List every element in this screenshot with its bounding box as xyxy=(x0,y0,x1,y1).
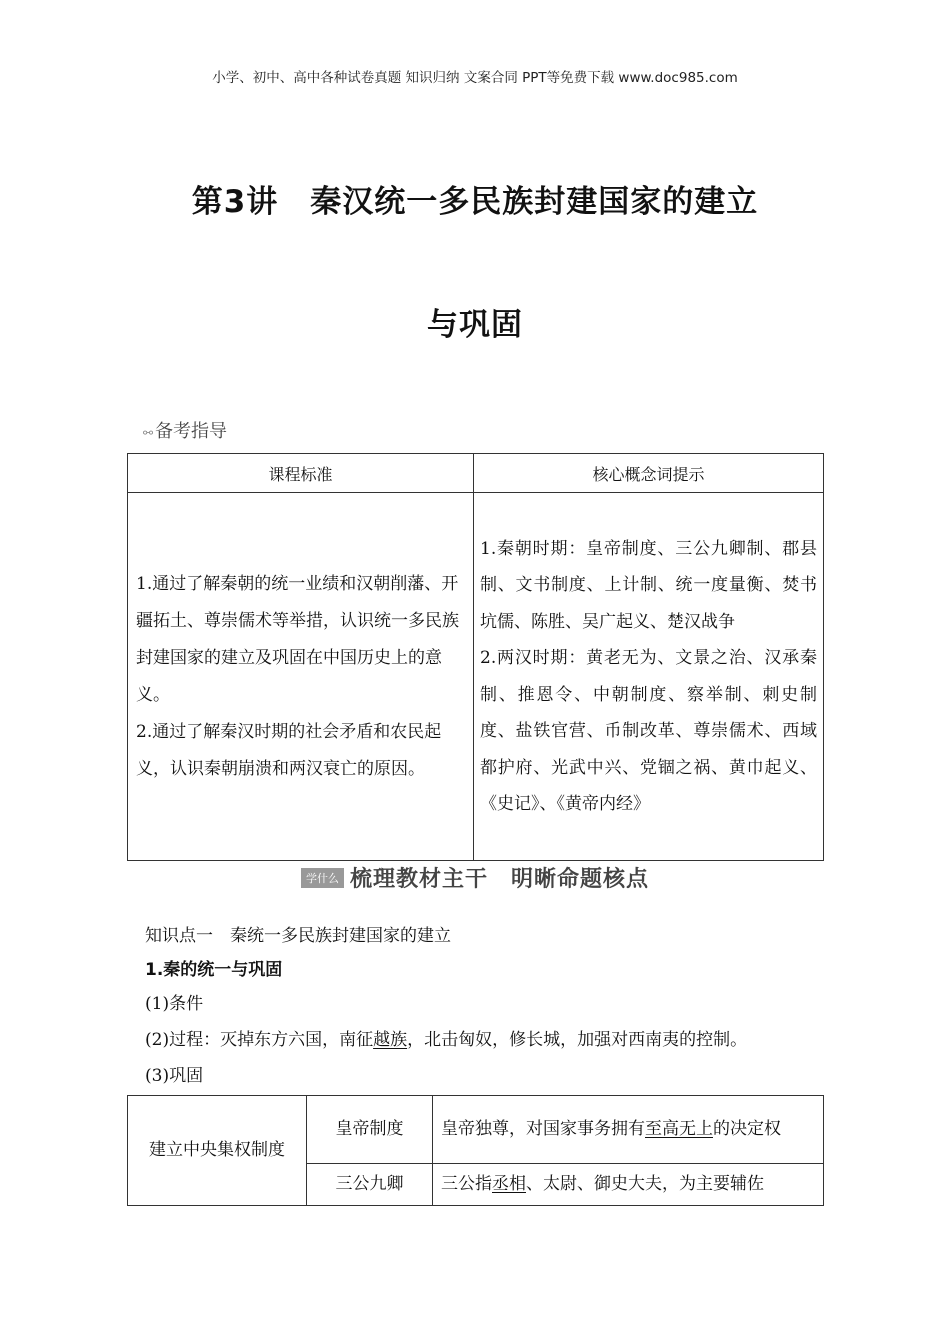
item-consolidation: (3)巩固 xyxy=(145,1066,204,1086)
link-icon: ⚯ xyxy=(143,426,154,440)
knowledge-heading: 知识点一 秦统一多民族封建国家的建立 xyxy=(145,926,451,946)
system-name: 三公九卿 xyxy=(307,1164,433,1206)
guide-table xyxy=(127,453,824,861)
concept-item: 2.两汉时期：黄老无为、文景之治、汉承秦制、推恩令、中朝制度、察举制、刺史制度、盐铁官营、币制改革、尊崇儒术、西域都护府、光武中兴、党锢之祸、黄巾起义、《史记》、《黄帝内经》 xyxy=(480,648,817,814)
title-line-2: 与巩固 xyxy=(427,307,523,343)
standard-item: 2.通过了解秦汉时期的社会矛盾和农民起义，认识秦朝崩溃和两汉衰亡的原因。 xyxy=(136,721,442,779)
sub-heading: 1.秦的统一与巩固 xyxy=(145,960,283,980)
title-line-1: 第3讲 秦汉统一多民族封建国家的建立 xyxy=(191,184,759,220)
system-table xyxy=(127,1095,824,1206)
guide-heading xyxy=(143,417,227,443)
col-header: 课程标准 xyxy=(128,454,474,493)
item-conditions: (1)条件 xyxy=(145,994,204,1014)
banner-tag: 学什么 xyxy=(301,868,344,888)
system-desc: 皇帝独尊，对国家事务拥有至高无上的决定权 xyxy=(433,1096,824,1164)
section-banner xyxy=(0,862,950,893)
page-header: 小学、初中、高中各种试卷真题 知识归纳 文案合同 PPT等免费下载 www.doc985.com xyxy=(212,70,738,86)
concept-item: 1.秦朝时期：皇帝制度、三公九卿制、郡县制、文书制度、上计制、统一度量衡、焚书坑儒、陈胜、吴广起义、楚汉战争 xyxy=(480,538,817,632)
col-header: 核心概念词提示 xyxy=(474,454,824,493)
system-desc: 三公指丞相、太尉、御史大夫，为主要辅佐 xyxy=(433,1164,824,1206)
system-name: 皇帝制度 xyxy=(307,1096,433,1164)
guide-label: 备考指导 xyxy=(155,421,228,442)
banner-text: 梳理教材主干 明晰命题核点 xyxy=(349,867,649,892)
curriculum-standards-cell xyxy=(128,493,474,861)
item-process: (2)过程：灭掉东方六国，南征越族，北击匈奴，修长城，加强对西南夷的控制。 xyxy=(145,1030,748,1050)
category-cell: 建立中央集权制度 xyxy=(128,1096,307,1206)
standard-item: 1.通过了解秦朝的统一业绩和汉朝削藩、开疆拓土、尊崇儒术等举措，认识统一多民族封建国家的建立及巩固在中国历史上的意义。 xyxy=(136,573,459,705)
core-concepts-cell xyxy=(474,493,824,861)
